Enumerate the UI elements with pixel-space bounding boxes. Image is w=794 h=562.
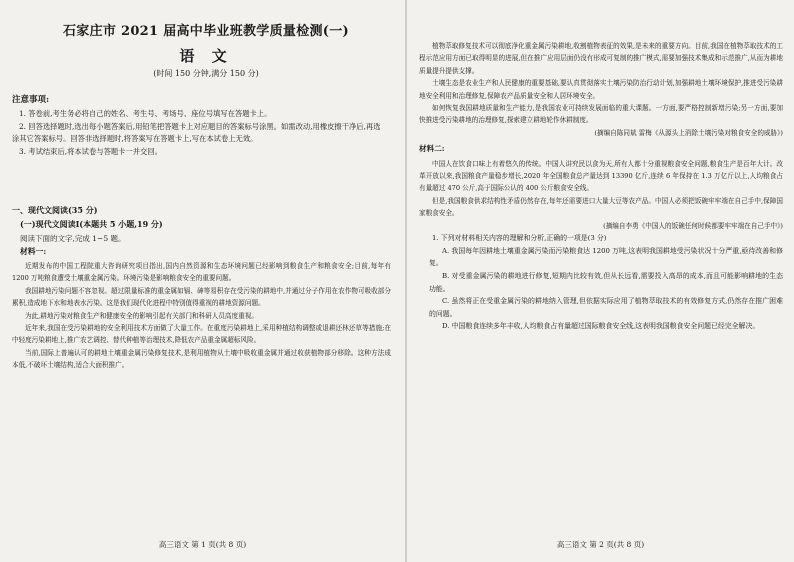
- instruction: 阅读下面的文字,完成 1~5 题。: [20, 234, 126, 243]
- paragraph: 但是,我国粮食供求结构性矛盾仍然存在,每年还需要进口大量大豆等农产品。中国人必须把饭碗牢牢端在自己手中,保障国家粮食安全。: [419, 196, 783, 218]
- paragraph: 如何恢复我国耕地质量和生产能力,是我国农业可持续发展面临的重大课题。一方面,要严格控制新增污染;另一方面,要加快推进受污染耕地的治理修复,探索建立耕地轮作休耕制度。: [419, 104, 783, 125]
- notice-item: 2. 回答选择题时,选出每小题答案后,用铅笔把答题卡上对应题目的答案标号涂黑。如需改动,用橡皮擦干净后,再选涂其它答案标号。回答非选择题时,将答案写在答题卡上,写在本试卷上无效。: [12, 121, 381, 144]
- paragraph: 当前,国际上普遍认可的耕地土壤重金属污染修复技术,是利用植物从土壤中吸收重金属并通过收获植物部分移除。这种方法成本低,不破坏土壤结构,适合大面积推广。: [12, 348, 391, 370]
- notice-list: [12, 108, 387, 158]
- paragraph: 近期发布的中国工程院重大咨询研究项目指出,国内自然资源和生态环境问题已经影响到粮食生产和粮食安全;目前,每年有 1200 万吨粮食遭受土壤重金属污染。环境污染是影响粮食安全的重要问题。: [12, 262, 391, 283]
- section-heading: 一、现代文阅读(35 分): [12, 205, 98, 215]
- subject-title: 语 文: [179, 47, 233, 65]
- material-label: 材料一:: [20, 247, 47, 256]
- option-d: D. 中国粮食连续多年丰收,人均粮食占有量超过国际粮食安全线,这表明我国粮食安全问题已经完全解决。: [442, 322, 760, 331]
- subsection-heading: (一)现代文阅读Ⅰ(本题共 5 小题,19 分): [20, 219, 163, 229]
- paragraph: 中国人在饮食口味上有着悠久的传统。中国人讲究民以食为天,所有人都十分重视粮食安全问题,粮食生产是百年大计。改革开放以来,我国粮食产量稳步增长,2020 年全国粮食总产量达到 13390 亿斤,连续 6 年保持在 1.3 万亿斤以上,人均粮食占有量超过 470 公斤,高于国际公认的 400 公斤粮食安全线。: [419, 159, 783, 193]
- material-label: 材料二:: [419, 144, 445, 154]
- notice-item: 3. 考试结束后,将本试卷与答题卡一并交回。: [19, 146, 162, 156]
- page-footer: 高三语文 第 2 页(共 8 页): [556, 540, 645, 549]
- option-b: B. 对受重金属污染的耕地进行修复,短期内比较有效,但从长远看,需要投入高昂的成本,而且可能影响耕地的生态功能。: [429, 272, 783, 293]
- question-stem: 1. 下列对材料相关内容的理解和分析,正确的一项是(3 分): [432, 234, 607, 243]
- paragraph: 为此,耕地污染对粮食生产和健康安全的影响引起有关部门和科研人员高度重视。: [25, 311, 258, 320]
- page-footer: 高三语文 第 1 页(共 8 页): [158, 540, 247, 549]
- paragraph: 近年来,我国在受污染耕地的安全利用技术方面做了大量工作。在重度污染耕地上,采用种植结构调整或退耕还林还草等措施;在中轻度污染耕地上,推广农艺调控、替代种植等治理技术,降低农产品重金属超标风险。: [12, 324, 391, 345]
- source-citation: (摘编自陈同斌 雷梅《从源头上消除土壤污染对粮食安全的威胁》): [594, 128, 783, 137]
- paragraph: 土壤生态是农业生产和人民健康的重要基础,要认真贯彻落实土壤污染防治行动计划,加强耕地土壤环境保护,推进受污染耕地安全利用和治理修复,保障农产品质量安全和人居环境安全。: [419, 79, 783, 100]
- time-note: (时间 150 分钟,满分 150 分): [153, 69, 259, 78]
- option-c: C. 虽然将正在受重金属污染的耕地纳入管理,但依据实际应用了植物萃取技术的有效修复方式,仍然存在推广困难的问题。: [429, 297, 783, 318]
- paragraph: 我国耕地污染问题不容忽视。超过限量标准的重金属如镉、砷等易积存在受污染的耕地中,并通过分子作用在农作物可吸收部分累积,造成地下水和地表水污染。这是我们现代化进程中特别值得重视的耕地资源问题。: [12, 286, 391, 308]
- exam-title: 石家庄市 2021 届高中毕业班教学质量检测(一): [62, 24, 350, 39]
- notice-item: 1. 答卷前,考生务必将自己的姓名、考生号、考场号、座位号填写在答题卡上。: [19, 109, 272, 118]
- option-a: A. 我国每年因耕地土壤重金属污染而污染粮食达 1200 万吨,这表明我国耕地受污染状况十分严重,亟待改善和修复。: [429, 246, 783, 268]
- material-body: [12, 260, 391, 372]
- paragraph: 植物萃取修复技术可以彻底净化重金属污染耕地,收割植物表征的效果,是未来的重要方向。目前,我国在植物萃取技术的工程示范应用方面已取得明显的进展,但在推广应用层面仍没有形成可复制的推广模式,需要加强技术集成和示范推广,从而为耕地质量提升提供支撑。: [419, 42, 783, 75]
- source-citation: (摘编自李勇《中国人的饭碗任何时候都要牢牢端在自己手中》): [603, 221, 783, 230]
- page-2: [407, 0, 794, 562]
- notice-heading: 注意事项:: [12, 95, 50, 105]
- material-body: [419, 40, 783, 333]
